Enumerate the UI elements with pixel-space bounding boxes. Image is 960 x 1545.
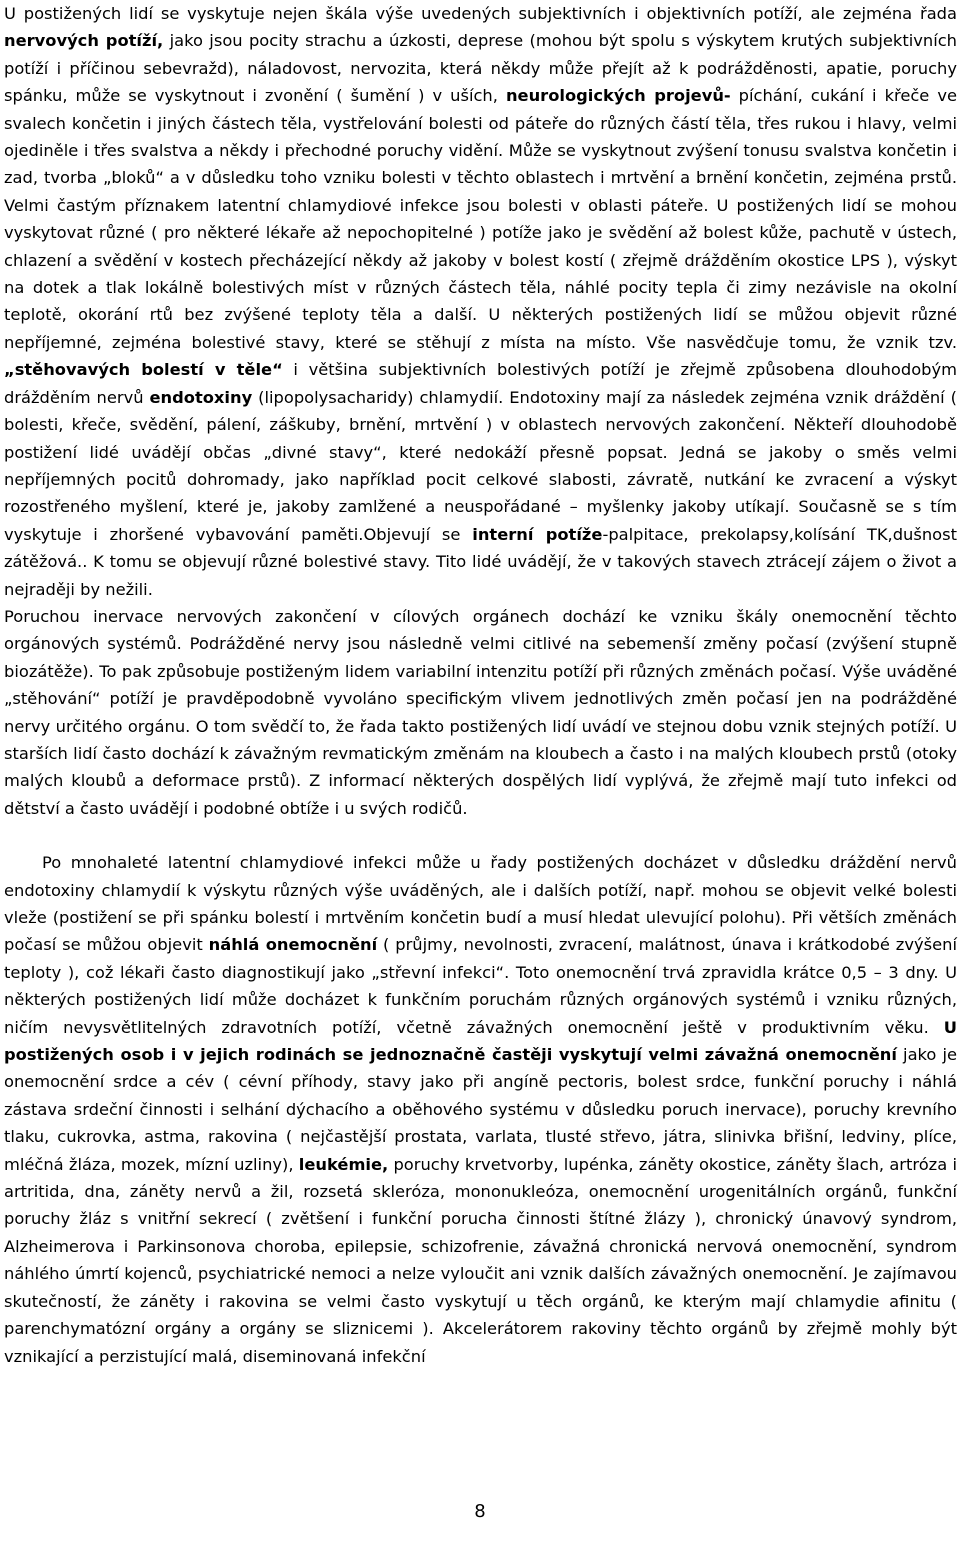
text-run: ( průjmy, nevolnosti, zvracení, malátnost, únava i krátkodobé zvýšení teploty ), což lékaři často diagnostikují jako „střevní infekci“. Toto onemocnění trvá zpravidla krátce 0,5 – 3 dny. U některých postižených lidí může docházet k funkčním poruchám různých orgánových systémů i vzniku různých, ničím nevysvětlitelných zdravotních potíží, včetně závažných onemocnění ještě v produktivním věku. [4,935,957,1037]
paragraph-1 [4,0,957,603]
paragraph-3 [4,849,957,1370]
text-run: poruchy krvetvorby, lupénka, záněty okostice, záněty šlach, artróza i artritida, dna, záněty nervů a žil, rozsetá skleróza, mononukleóza, onemocnění urogenitálních orgánů, funkční poruchy žláz s vnitřní sekrecí ( zvětšení i funkční porucha činnosti štítné žlázy ), chronický únavový syndrom, Alzheimerova i Parkinsonova choroba, epilepsie, schizofrenie, závažná chronická nervová onemocnění, syndrom náhlého úmrtí kojenců, psychiatrické nemoci a nelze vyloučit ani vznik dalších závažných onemocnění. Je zajímavou skutečností, že záněty i rakovina se velmi často vyskytují u těch orgánů, ke kterým mají chlamydie afinitu ( parenchymatózní orgány a orgány se sliznicemi ). Akcelerátorem rakoviny těchto orgánů by zřejmě mohly být vznikající a perzistující malá, diseminovaná infekční [4,1154,957,1366]
paragraph-2: Poruchou inervace nervových zakončení v cílových orgánech dochází ke vzniku škály onemocnění těchto orgánových systémů. Podrážděné nervy jsou následně velmi citlivé na sebemenší změny počasí (zvýšení stupně biozátěže). To pak způsobuje postiženým lidem variabilní intenzitu potíží při různých změnách počasí. Výše uváděné „stěhování“ potíží je pravděpodobně vyvoláno specifickým vlivem jednotlivých změn počasí jen na podrážděné nervy určitého orgánu. O tom svědčí to, že řada takto postižených lidí uvádí ve stejnou dobu vznik stejných potíží. U starších lidí často dochází k závažným revmatickým změnám na kloubech a často i na malých kloubech prstů (otoky malých kloubů a deformace prstů). Z informací některých dospělých lidí vyplývá, že zřejmě mají tuto infekci od dětství a často uvádějí i podobné obtíže i u svých rodičů. [4,606,957,818]
text-run: jako je onemocnění srdce a cév ( cévní příhody, stavy jako při angíně pectoris, bolest srdce, funkční poruchy i náhlá zástava srdeční činnosti i selhání dýchacího a oběhového systému v důsledku poruch inervace), poruchy krevního tlaku, cukrovka, astma, rakovina ( nejčastější prostata, varlata, tlusté střevo, játra, slinivka břišní, ledviny, plíce, mléčná žláza, mozek, mízní uzliny), [4,1045,958,1174]
text-run: -palpitace, prekolapsy,kolísání TK,dušnost zátěžová.. K tomu se objevují různé bolestivé stavy. Tito lidé uvádějí, že v takových stavech ztrácejí zájem o život a nejraději by nežili. [4,524,957,599]
bold-text-run: U postižených osob i v jejich rodinách se jednoznačně častěji vyskytují velmi závažná onemocnění [4,1017,957,1065]
bold-text-run: leukémie, [298,1154,389,1174]
bold-text-run: endotoxiny [149,387,253,407]
bold-text-run: nervových potíží, [4,31,164,51]
bold-text-run: náhlá onemocnění [208,935,378,955]
text-run: píchání, cukání i křeče ve svalech končetin i jiných částech těla, vystřelování bolesti od páteře do různých částí těla, třes rukou i hlavy, velmi ojediněle i třes svalstva a někdy i přechodné poruchy vidění. Může se vyskytnout zvýšení tonusu svalstva končetin i zad, tvorba „bloků“ a v důsledku toho vzniku bolesti v těchto oblastech i mrtvění a brnění končetin, zejména prstů. Velmi častým příznakem latentní chlamydiové infekce jsou bolesti v oblasti páteře. U postižených lidí se mohou vyskytovat různé ( pro některé lékaře až nepochopitelné ) potíže jako je svědění až bolest kůže, pachutě v ústech, chlazení a svědění v kostech přecházející někdy až jakoby v bolest kostí ( zřejmě drážděním okostice LPS ), výskyt na dotek a tlak lokálně bolestivých míst v různých částech těla, náhlé pocity tepla či zimy nezávisle na okolní teplotě, okorání rtů bez zvýšené teploty těla a další. U některých postižených lidí se můžou objevit různé nepříjemné, zejména bolestivé stavy, které se stěhují z místa na místo. Vše nasvědčuje tomu, že vznik tzv. [4,86,957,352]
page-number: 8 [474,1501,486,1522]
text-run: (lipopolysacharidy) chlamydií. Endotoxiny mají za následek zejména vznik dráždění ( bolesti, křeče, svědění, pálení, záškuby, brnění, mrtvění ) v oblastech nervových zakončení. Někteří dlouhodobě postižení lidé uvádějí občas „divné stavy“, které nedokáží přesně popsat. Jedná se jakoby o směs velmi nepříjemných pocitů dohromady, jako například pocit celkové slabosti, závratě, nutkání ke zvracení a výskyt rozostřeného myšlení, které je, jakoby zamlžené a neuspořádané – myšlenky jakoby utíkají. Současně se s tím vyskytuje i zhoršené vybavování paměti.Objevují se [4,387,957,544]
text-run: Po mnohaleté latentní chlamydiové infekci může u řady postižených docházet v důsledku dráždění nervů endotoxiny chlamydií k výskytu různých výše uváděných, ale i dalších potíží, např. mohou se objevit velké bolesti vleže (postižení se při spánku bolestí i mrtvěním končetin budí a musí hledat ulevující polohu). Při větších změnách počasí se můžou objevit [4,853,957,955]
bold-text-run: „stěhovavých bolestí v těle“ [4,360,283,380]
text-run: i většina subjektivních bolestivých potíží je zřejmě způsobena dlouhodobým drážděním nervů [4,360,957,407]
text-run: jako jsou pocity strachu a úzkosti, deprese (mohou být spolu s výskytem krutých subjektivních potíží i příčinou sebevražd), náladovost, nervozita, která někdy může přejít až k podrážděnosti, apatie, poruchy spánku, může se vyskytnout i zvonění ( šumění ) v uších, [4,31,958,106]
bold-text-run: neurologických projevů- [505,86,731,106]
text-run: U postižených lidí se vyskytuje nejen škála výše uvedených subjektivních i objektivních potíží, ale zejména řada [4,4,957,23]
bold-text-run: interní potíže [472,524,603,544]
